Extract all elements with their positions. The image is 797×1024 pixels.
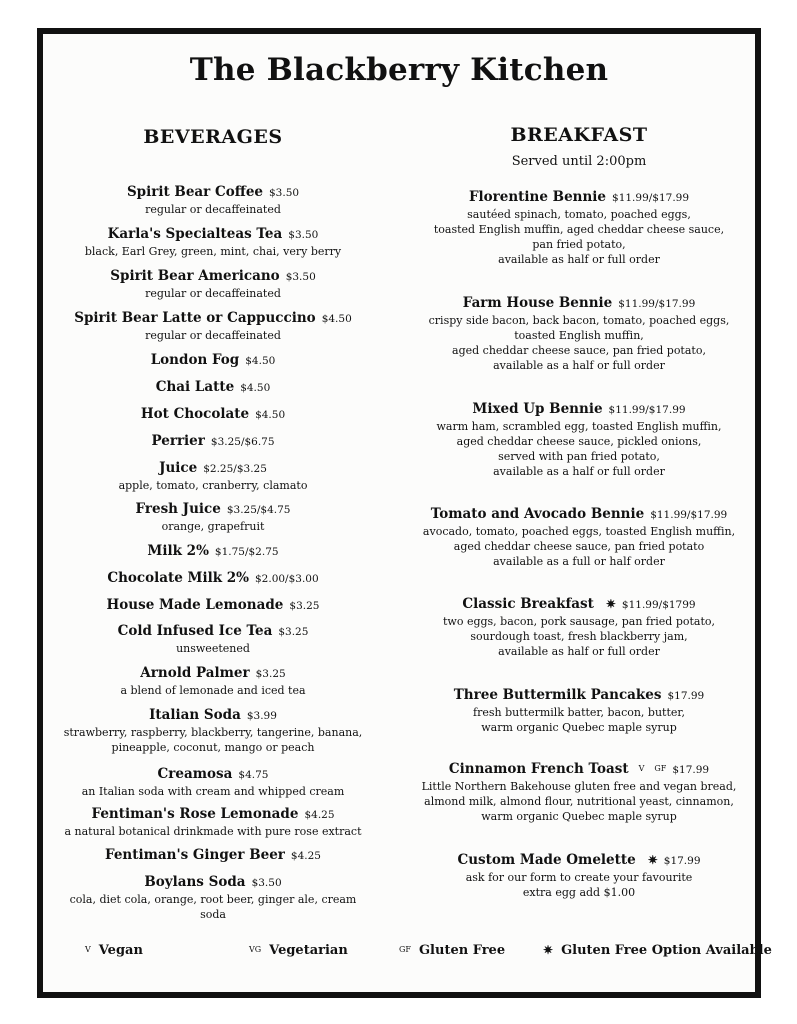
- asterisk-star-icon: ✷: [605, 597, 616, 611]
- asterisk-star-icon: ✷: [647, 853, 658, 867]
- item-name: House Made Lemonade: [106, 597, 284, 613]
- item-title-line: [51, 224, 375, 244]
- item-name: Classic Breakfast: [462, 596, 594, 612]
- item-description: sautéed spinach, tomato, poached eggs,: [467, 208, 691, 221]
- item-price: $4.50: [321, 313, 352, 325]
- beverages-menu-item: [51, 764, 375, 799]
- item-description: available as a half or full order: [493, 359, 665, 372]
- item-price: $4.50: [240, 382, 271, 394]
- item-title-line: [51, 404, 375, 424]
- beverages-menu-item: [51, 621, 375, 656]
- item-name: Three Buttermilk Pancakes: [453, 687, 662, 703]
- beverages-menu-item: [51, 377, 375, 397]
- item-price: $17.99: [667, 690, 705, 702]
- legend-vegan: [85, 939, 143, 958]
- breakfast-menu-item: [417, 504, 741, 569]
- item-title-line: [51, 182, 375, 202]
- legend-label: Gluten Free Option Available: [561, 943, 772, 958]
- legend-vegetarian: [249, 939, 348, 958]
- item-description: warm ham, scrambled egg, toasted English muffin,: [436, 420, 722, 433]
- item-title-line: [417, 399, 741, 419]
- item-name: Spirit Bear Latte or Cappuccino: [74, 310, 316, 326]
- beverages-menu-item: [51, 845, 375, 865]
- diet-marker: V: [638, 764, 645, 773]
- item-description: extra egg add $1.00: [522, 886, 636, 899]
- item-title-line: [417, 850, 741, 870]
- item-name: Custom Made Omelette: [457, 852, 636, 868]
- item-description: warm organic Quebec maple syrup: [481, 721, 677, 734]
- item-description: soda: [200, 908, 226, 921]
- dietary-legend: [43, 939, 772, 961]
- item-name: Cinnamon French Toast: [448, 761, 629, 777]
- item-title-line: [51, 499, 375, 519]
- item-description: available as half or full order: [498, 253, 660, 266]
- item-description: a blend of lemonade and iced tea: [120, 684, 306, 697]
- item-price: $17.99: [672, 764, 710, 776]
- item-title-line: [51, 568, 375, 588]
- item-price: $11.99/$17.99: [650, 509, 728, 521]
- item-description: warm organic Quebec maple syrup: [481, 810, 677, 823]
- item-name: Fentiman's Rose Lemonade: [91, 806, 299, 822]
- item-title-line: [51, 621, 375, 641]
- item-title-line: [51, 804, 375, 824]
- item-description: available as half or full order: [498, 645, 660, 658]
- item-name: Chai Latte: [155, 379, 235, 395]
- item-price: $17.99: [663, 855, 701, 867]
- item-title-line: [51, 845, 375, 865]
- item-price: $3.50: [251, 877, 282, 889]
- item-price: $3.50: [269, 187, 300, 199]
- item-name: Tomato and Avocado Bennie: [430, 506, 645, 522]
- item-name: Juice: [159, 460, 198, 476]
- item-description: apple, tomato, cranberry, clamato: [118, 479, 308, 492]
- item-price: $3.25/$6.75: [210, 436, 275, 448]
- beverages-menu-item: [51, 182, 375, 217]
- item-name: Boylans Soda: [144, 874, 246, 890]
- gluten-free-marker: GF: [399, 945, 411, 954]
- item-price: $11.99/$17.99: [618, 298, 696, 310]
- item-title-line: [51, 266, 375, 286]
- breakfast-menu-item: [417, 850, 741, 900]
- item-name: Arnold Palmer: [140, 665, 250, 681]
- item-title-line: [417, 293, 741, 313]
- item-price: $3.50: [285, 271, 316, 283]
- item-description: regular or decaffeinated: [145, 203, 281, 216]
- item-name: Fentiman's Ginger Beer: [105, 847, 285, 863]
- item-name: Hot Chocolate: [140, 406, 250, 422]
- vegan-marker: V: [85, 945, 91, 954]
- item-name: Spirit Bear Americano: [110, 268, 280, 284]
- breakfast-menu-item: [417, 759, 741, 824]
- item-description: fresh buttermilk batter, bacon, butter,: [473, 706, 685, 719]
- item-description: Little Northern Bakehouse gluten free and vegan bread,: [421, 780, 737, 793]
- item-price: $3.99: [246, 710, 277, 722]
- item-title-line: [51, 663, 375, 683]
- item-title-line: [417, 685, 741, 705]
- item-name: Milk 2%: [147, 543, 209, 559]
- item-price: $11.99/$17.99: [608, 404, 686, 416]
- breakfast-heading: BREAKFAST: [510, 124, 648, 146]
- legend-gf-option: [543, 939, 772, 958]
- item-name: Farm House Bennie: [462, 295, 613, 311]
- item-description: orange, grapefruit: [161, 520, 265, 533]
- page-title: The Blackberry Kitchen: [189, 52, 609, 88]
- item-description: aged cheddar cheese sauce, pan fried potato,: [452, 344, 706, 357]
- item-title-line: [51, 431, 375, 451]
- beverages-heading: BEVERAGES: [143, 126, 283, 148]
- item-price: $3.50: [288, 229, 319, 241]
- item-title-line: [51, 705, 375, 725]
- item-name: Spirit Bear Coffee: [126, 184, 263, 200]
- item-name: Fresh Juice: [135, 501, 221, 517]
- item-price: $3.25/$4.75: [226, 504, 291, 516]
- item-description: ask for our form to create your favourite: [465, 871, 693, 884]
- item-price: $3.25: [289, 600, 320, 612]
- item-price: $3.25: [278, 626, 309, 638]
- item-price: $4.75: [238, 769, 269, 781]
- item-name: Creamosa: [157, 766, 233, 782]
- item-title-line: [417, 504, 741, 524]
- item-description: toasted English muffin, aged cheddar cheese sauce,: [433, 223, 725, 236]
- item-description: pan fried potato,: [532, 238, 626, 251]
- legend-label: Vegetarian: [269, 943, 348, 958]
- beverages-menu-item: [51, 308, 375, 343]
- item-name: Karla's Specialteas Tea: [107, 226, 283, 242]
- breakfast-menu-item: [417, 685, 741, 735]
- item-price: $4.50: [255, 409, 286, 421]
- beverages-menu-item: [51, 663, 375, 698]
- item-description: regular or decaffeinated: [145, 329, 281, 342]
- item-title-line: [51, 350, 375, 370]
- item-description: avocado, tomato, poached eggs, toasted English muffin,: [422, 525, 736, 538]
- beverages-menu-item: [51, 541, 375, 561]
- item-name: Florentine Bennie: [468, 189, 607, 205]
- beverages-menu-item: [51, 705, 375, 755]
- item-description: black, Earl Grey, green, mint, chai, very berry: [84, 245, 342, 258]
- item-name: Perrier: [151, 433, 205, 449]
- beverages-menu-item: [51, 568, 375, 588]
- item-description: aged cheddar cheese sauce, pan fried potato: [453, 540, 705, 553]
- item-description: available as a half or full order: [493, 465, 665, 478]
- item-description: unsweetened: [176, 642, 250, 655]
- beverages-menu-item: [51, 266, 375, 301]
- beverages-menu-item: [51, 458, 375, 493]
- item-title-line: [51, 872, 375, 892]
- item-description: strawberry, raspberry, blackberry, tangerine, banana,: [63, 726, 363, 739]
- item-title-line: [51, 764, 375, 784]
- item-title-line: [417, 187, 741, 207]
- beverages-menu-item: [51, 499, 375, 534]
- item-title-line: [51, 458, 375, 478]
- beverages-menu-item: [51, 595, 375, 615]
- item-price: $11.99/$17.99: [612, 192, 690, 204]
- legend-label: Gluten Free: [418, 943, 506, 958]
- item-title-line: [417, 759, 741, 779]
- breakfast-menu-item: [417, 187, 741, 267]
- item-price: $1.75/$2.75: [214, 546, 279, 558]
- item-name: Cold Infused Ice Tea: [117, 623, 273, 639]
- item-title-line: [51, 377, 375, 397]
- beverages-menu-item: [51, 872, 375, 922]
- item-description: available as a full or half order: [493, 555, 665, 568]
- legend-gluten-free: [399, 939, 505, 958]
- beverages-menu-item: [51, 804, 375, 839]
- vegetarian-marker: VG: [249, 945, 262, 954]
- item-title-line: [417, 594, 741, 614]
- item-title-line: [51, 541, 375, 561]
- item-name: Mixed Up Bennie: [472, 401, 603, 417]
- item-description: toasted English muffin,: [514, 329, 644, 342]
- legend-label: Vegan: [98, 943, 143, 958]
- item-title-line: [51, 595, 375, 615]
- beverages-menu-item: [51, 350, 375, 370]
- breakfast-menu-item: [417, 399, 741, 479]
- item-description: cola, diet cola, orange, root beer, ginger ale, cream: [69, 893, 357, 906]
- item-price: $4.25: [304, 809, 335, 821]
- item-description: two eggs, bacon, pork sausage, pan fried potato,: [442, 615, 716, 628]
- item-price: $2.00/$3.00: [255, 573, 319, 585]
- item-price: $11.99/$1799: [621, 599, 696, 611]
- item-name: Chocolate Milk 2%: [107, 570, 249, 586]
- beverages-menu-item: [51, 224, 375, 259]
- menu-frame: [37, 28, 772, 998]
- item-price: $4.25: [290, 850, 321, 862]
- item-price: $2.25/$3.25: [203, 463, 267, 475]
- item-description: regular or decaffeinated: [145, 287, 281, 300]
- item-name: London Fog: [150, 352, 240, 368]
- item-description: sourdough toast, fresh blackberry jam,: [470, 630, 688, 643]
- item-title-line: [51, 308, 375, 328]
- item-description: a natural botanical drinkmade with pure rose extract: [64, 825, 362, 838]
- beverages-menu-item: [51, 404, 375, 424]
- breakfast-menu-item: [417, 293, 741, 373]
- beverages-menu-item: [51, 431, 375, 451]
- item-description: aged cheddar cheese sauce, pickled onions,: [456, 435, 702, 448]
- asterisk-star-icon: ✷: [543, 943, 554, 957]
- item-description: pineapple, coconut, mango or peach: [111, 741, 315, 754]
- item-name: Italian Soda: [149, 707, 241, 723]
- diet-marker: GF: [654, 764, 667, 773]
- item-price: $4.50: [245, 355, 276, 367]
- item-description: crispy side bacon, back bacon, tomato, poached eggs,: [428, 314, 730, 327]
- breakfast-subheading: Served until 2:00pm: [511, 154, 647, 169]
- item-description: served with pan fried potato,: [498, 450, 660, 463]
- item-description: almond milk, almond flour, nutritional yeast, cinnamon,: [424, 795, 734, 808]
- breakfast-menu-item: [417, 594, 741, 659]
- item-price: $3.25: [255, 668, 286, 680]
- item-description: an Italian soda with cream and whipped cream: [81, 785, 345, 798]
